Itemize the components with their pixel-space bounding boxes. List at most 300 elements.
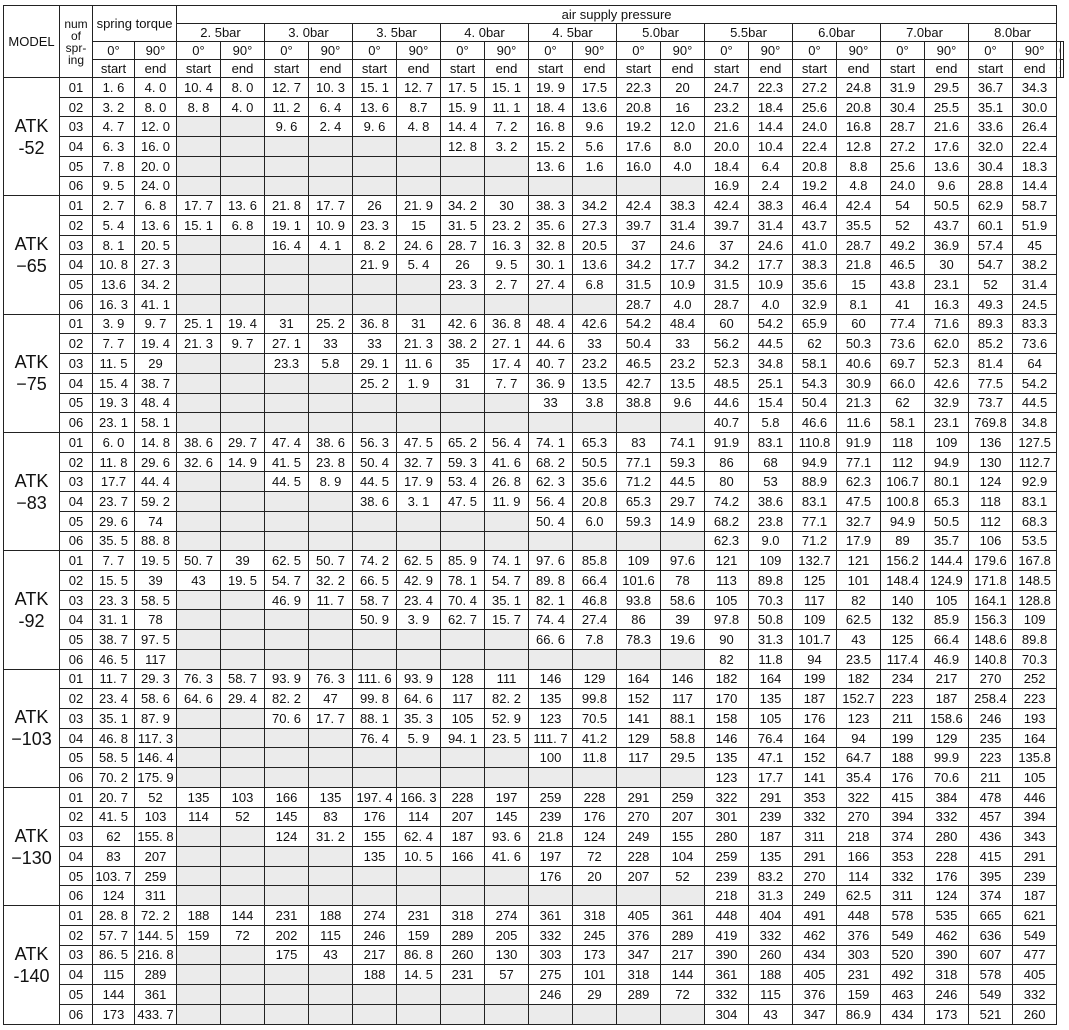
table-cell <box>177 373 221 393</box>
table-cell: 6. 8 <box>135 196 177 216</box>
table-cell: 29.5 <box>661 748 705 768</box>
table-cell: 34.8 <box>1013 413 1057 433</box>
table-cell: 114 <box>837 866 881 886</box>
table-cell: 33 <box>573 334 617 354</box>
table-cell: 260 <box>441 945 485 965</box>
table-cell: 44.6 <box>705 393 749 413</box>
table-cell: 40.7 <box>705 413 749 433</box>
table-cell: 361 <box>135 985 177 1005</box>
angle-header: 0° <box>617 42 661 60</box>
table-cell: 76.4 <box>749 728 793 748</box>
table-cell: 13. 6 <box>221 196 265 216</box>
table-cell: 176 <box>529 866 573 886</box>
table-cell <box>353 748 397 768</box>
table-cell: 109 <box>1013 610 1057 630</box>
table-cell: 158 <box>705 709 749 729</box>
table-cell: 12.8 <box>837 137 881 157</box>
table-cell <box>309 255 353 275</box>
angle-header: 0° <box>265 42 309 60</box>
table-cell: 146 <box>705 728 749 748</box>
table-cell: 30. 1 <box>529 255 573 275</box>
table-cell <box>485 748 529 768</box>
table-cell: 415 <box>881 787 925 807</box>
table-cell <box>177 472 221 492</box>
table-cell: 66.4 <box>925 630 969 650</box>
table-cell: 164 <box>749 669 793 689</box>
table-cell: 207 <box>441 807 485 827</box>
angle-header: 90° <box>837 42 881 60</box>
table-cell: 318 <box>573 906 617 926</box>
table-cell: 4. 1 <box>309 235 353 255</box>
table-cell: 62.5 <box>837 610 881 630</box>
table-cell: 32.9 <box>925 393 969 413</box>
table-cell: 14.4 <box>1013 176 1057 196</box>
table-cell: 21.8 <box>837 255 881 275</box>
spring-number: 06 <box>60 531 93 551</box>
spring-number: 04 <box>60 728 93 748</box>
table-cell: 13.6 <box>573 255 617 275</box>
table-cell: 110.8 <box>793 432 837 452</box>
table-cell: 311 <box>793 827 837 847</box>
table-cell: 374 <box>881 827 925 847</box>
table-cell: 16.0 <box>617 156 661 176</box>
table-cell: 125 <box>881 630 925 650</box>
table-cell: 62 <box>793 334 837 354</box>
table-cell: 25. 1 <box>177 314 221 334</box>
table-cell: 115 <box>309 925 353 945</box>
table-cell: 31.4 <box>749 216 793 236</box>
table-cell: 34.3 <box>1013 78 1057 98</box>
table-cell: 80.1 <box>925 472 969 492</box>
table-cell: 31. 2 <box>309 827 353 847</box>
spring-number: 01 <box>60 196 93 216</box>
table-cell: 15.4 <box>749 393 793 413</box>
table-cell: 25.1 <box>749 373 793 393</box>
table-cell: 117. 3 <box>135 728 177 748</box>
table-row <box>4 78 1064 98</box>
table-cell: 173 <box>925 1004 969 1024</box>
table-cell <box>353 768 397 788</box>
table-cell <box>485 649 529 669</box>
table-cell: 74.2 <box>705 492 749 512</box>
table-cell: 115 <box>749 985 793 1005</box>
table-cell: 36. 8 <box>485 314 529 334</box>
table-cell: 86. 8 <box>397 945 441 965</box>
table-cell <box>221 235 265 255</box>
table-cell: 10. 9 <box>309 216 353 236</box>
table-cell: 146 <box>661 669 705 689</box>
table-cell: 152 <box>793 748 837 768</box>
table-cell: 92.9 <box>1013 472 1057 492</box>
table-cell: 135 <box>309 787 353 807</box>
table-cell: 199 <box>881 728 925 748</box>
angle-header: 90° <box>925 42 969 60</box>
table-cell <box>485 176 529 196</box>
table-cell: 394 <box>881 807 925 827</box>
table-cell: 38.3 <box>661 196 705 216</box>
table-row <box>4 630 1064 650</box>
table-row <box>4 97 1064 117</box>
table-cell: 187 <box>793 689 837 709</box>
table-cell: 43 <box>749 1004 793 1024</box>
angle-header: 0° <box>881 42 925 60</box>
table-cell <box>221 866 265 886</box>
table-cell: 14.4 <box>749 117 793 137</box>
table-cell: 39 <box>661 610 705 630</box>
table-cell: 52 <box>661 866 705 886</box>
table-cell <box>265 768 309 788</box>
table-cell: 16. 8 <box>529 117 573 137</box>
table-cell: 54.2 <box>749 314 793 334</box>
position-header: start <box>617 60 661 78</box>
table-cell: 274 <box>485 906 529 926</box>
table-cell: 1. 9 <box>397 373 441 393</box>
table-cell: 32. 6 <box>177 452 221 472</box>
table-cell: 105 <box>925 590 969 610</box>
table-cell: 217 <box>925 669 969 689</box>
table-cell: 4. 7 <box>93 117 135 137</box>
table-cell <box>177 413 221 433</box>
table-cell: 105 <box>705 590 749 610</box>
table-cell: 42.4 <box>705 196 749 216</box>
table-row <box>4 137 1064 157</box>
table-cell: 9. 7 <box>135 314 177 334</box>
table-cell: 38. 6 <box>353 492 397 512</box>
table-cell <box>265 294 309 314</box>
table-cell: 223 <box>881 689 925 709</box>
table-cell: 103 <box>135 807 177 827</box>
table-cell: 419 <box>705 925 749 945</box>
table-cell <box>617 176 661 196</box>
table-cell: 77.1 <box>837 452 881 472</box>
table-cell: 16. 4 <box>265 235 309 255</box>
table-cell: 11.6 <box>837 413 881 433</box>
table-cell: 7.8 <box>573 630 617 650</box>
table-cell <box>353 649 397 669</box>
table-cell: 30.9 <box>837 373 881 393</box>
table-cell: 83.2 <box>749 866 793 886</box>
table-cell: 21. 9 <box>353 255 397 275</box>
table-cell: 4.0 <box>749 294 793 314</box>
table-cell: 74. 1 <box>485 551 529 571</box>
table-cell: 115 <box>93 965 135 985</box>
table-cell: 376 <box>617 925 661 945</box>
pressure-header: 2. 5bar <box>177 24 265 42</box>
position-header: end <box>397 60 441 78</box>
table-cell: 29. 1 <box>353 354 397 374</box>
table-header <box>4 6 1064 78</box>
table-cell: 33 <box>353 334 397 354</box>
table-cell <box>177 847 221 867</box>
table-cell: 24.0 <box>793 117 837 137</box>
pressure-header: 3. 5bar <box>353 24 441 42</box>
table-cell: 30.4 <box>969 156 1013 176</box>
table-cell: 94. 1 <box>441 728 485 748</box>
position-header: end <box>661 60 705 78</box>
table-cell: 239 <box>529 807 573 827</box>
spring-number: 03 <box>60 945 93 965</box>
table-cell: 117 <box>661 689 705 709</box>
table-cell <box>573 886 617 906</box>
table-cell <box>221 590 265 610</box>
table-cell <box>265 413 309 433</box>
table-cell: 5. 4 <box>93 216 135 236</box>
table-cell: 8. 0 <box>135 97 177 117</box>
table-cell: 361 <box>705 965 749 985</box>
table-cell: 5.8 <box>309 354 353 374</box>
table-row <box>4 689 1064 709</box>
table-cell: 3. 9 <box>397 610 441 630</box>
angle-header: 90° <box>485 42 529 60</box>
table-cell: 140.8 <box>969 649 1013 669</box>
table-cell <box>177 156 221 176</box>
table-cell: 28.7 <box>617 294 661 314</box>
table-cell: 33 <box>529 393 573 413</box>
table-cell: 109 <box>617 551 661 571</box>
table-cell <box>485 630 529 650</box>
table-cell <box>441 866 485 886</box>
table-cell: 188 <box>881 748 925 768</box>
table-cell: 114 <box>397 807 441 827</box>
table-row <box>4 945 1064 965</box>
angle-header: 90° <box>1013 42 1057 60</box>
table-row <box>4 354 1064 374</box>
table-cell: 136 <box>969 432 1013 452</box>
model-name: ATK −83 <box>4 432 60 550</box>
table-cell: 43.8 <box>881 275 925 295</box>
table-cell: 74.1 <box>661 432 705 452</box>
model-name: ATK -52 <box>4 78 60 196</box>
table-cell: 18. 4 <box>529 97 573 117</box>
table-cell <box>177 393 221 413</box>
table-cell: 5.6 <box>573 137 617 157</box>
table-cell: 376 <box>793 985 837 1005</box>
table-row <box>4 472 1064 492</box>
table-cell: 18.4 <box>705 156 749 176</box>
spring-number: 01 <box>60 551 93 571</box>
table-cell: 76. 4 <box>353 728 397 748</box>
table-cell: 12. 7 <box>265 78 309 98</box>
table-cell: 47.1 <box>749 748 793 768</box>
table-cell: 13.6 <box>925 156 969 176</box>
table-cell: 228 <box>573 787 617 807</box>
table-cell: 159 <box>837 985 881 1005</box>
table-cell: 73.6 <box>1013 334 1057 354</box>
table-cell <box>221 748 265 768</box>
table-cell <box>177 827 221 847</box>
table-cell: 26 <box>441 255 485 275</box>
table-cell <box>397 413 441 433</box>
table-cell: 72 <box>221 925 265 945</box>
table-cell: 46.4 <box>793 196 837 216</box>
table-cell: 13.5 <box>661 373 705 393</box>
table-cell: 62.3 <box>705 531 749 551</box>
table-row <box>4 551 1064 571</box>
table-cell: 32. 7 <box>397 452 441 472</box>
table-cell: 38.2 <box>1013 255 1057 275</box>
table-cell: 35 <box>441 354 485 374</box>
table-cell <box>353 393 397 413</box>
table-cell: 72. 2 <box>135 906 177 926</box>
spring-number: 04 <box>60 255 93 275</box>
table-cell: 35. 1 <box>93 709 135 729</box>
table-cell: 270 <box>793 866 837 886</box>
table-cell: 11. 8 <box>93 452 135 472</box>
table-cell: 59. 2 <box>135 492 177 512</box>
table-cell <box>221 610 265 630</box>
table-cell: 82. 1 <box>529 590 573 610</box>
table-cell: 38. 3 <box>529 196 573 216</box>
table-cell: 97. 6 <box>529 551 573 571</box>
table-cell: 32. 8 <box>529 235 573 255</box>
table-cell: 41. 5 <box>93 807 135 827</box>
table-cell: 83 <box>309 807 353 827</box>
table-cell: 405 <box>1013 965 1057 985</box>
table-cell: 58. 7 <box>353 590 397 610</box>
table-cell: 303 <box>837 945 881 965</box>
table-row <box>4 492 1064 512</box>
table-cell: 44.5 <box>1013 393 1057 413</box>
model-name: ATK −103 <box>4 669 60 787</box>
table-cell: 27. 4 <box>529 275 573 295</box>
table-cell: 148.5 <box>1013 570 1057 590</box>
table-cell <box>661 1004 705 1024</box>
table-cell <box>177 176 221 196</box>
table-cell: 156.2 <box>881 551 925 571</box>
table-cell <box>441 176 485 196</box>
table-cell: 73.7 <box>969 393 1013 413</box>
table-cell: 252 <box>1013 669 1057 689</box>
table-cell: 9. 6 <box>265 117 309 137</box>
table-cell: 23. 3 <box>441 275 485 295</box>
table-row <box>4 117 1064 137</box>
angle-header: 90° <box>749 42 793 60</box>
table-cell <box>309 886 353 906</box>
table-cell: 32.0 <box>969 137 1013 157</box>
table-cell <box>221 176 265 196</box>
table-cell: 46.6 <box>793 413 837 433</box>
table-cell: 6. 3 <box>93 137 135 157</box>
table-cell: 318 <box>925 965 969 985</box>
table-cell: 43.7 <box>925 216 969 236</box>
table-cell: 43 <box>177 570 221 590</box>
table-cell: 155 <box>661 827 705 847</box>
table-cell: 228 <box>441 787 485 807</box>
pressure-header: 5.0bar <box>617 24 705 42</box>
table-cell <box>309 1004 353 1024</box>
table-cell <box>529 886 573 906</box>
table-cell: 37 <box>617 235 661 255</box>
table-cell: 30 <box>485 196 529 216</box>
table-cell: 141 <box>617 709 661 729</box>
table-cell: 52 <box>135 787 177 807</box>
table-cell: 202 <box>265 925 309 945</box>
table-cell: 9.6 <box>925 176 969 196</box>
table-cell <box>661 768 705 788</box>
table-cell: 8. 8 <box>177 97 221 117</box>
table-cell: 390 <box>705 945 749 965</box>
table-row <box>4 886 1064 906</box>
spring-number: 05 <box>60 630 93 650</box>
table-cell: 415 <box>969 847 1013 867</box>
table-cell: 52 <box>221 807 265 827</box>
table-cell: 311 <box>135 886 177 906</box>
table-cell <box>309 847 353 867</box>
table-cell <box>309 156 353 176</box>
angle-header: 90° <box>397 42 441 60</box>
table-cell: 19.6 <box>661 630 705 650</box>
table-cell: 15 <box>837 275 881 295</box>
table-cell: 13. 6 <box>353 97 397 117</box>
table-cell: 62.0 <box>925 334 969 354</box>
spring-number: 02 <box>60 689 93 709</box>
table-cell: 13.6 <box>573 97 617 117</box>
spring-number: 01 <box>60 314 93 334</box>
table-cell: 50.5 <box>925 196 969 216</box>
table-cell: 11. 7 <box>309 590 353 610</box>
table-cell: 121 <box>837 551 881 571</box>
table-cell <box>397 630 441 650</box>
table-cell: 218 <box>705 886 749 906</box>
table-cell <box>221 413 265 433</box>
table-cell: 94 <box>793 649 837 669</box>
table-cell: 97. 5 <box>135 630 177 650</box>
table-cell: 77.1 <box>617 452 661 472</box>
table-cell: 34. 2 <box>441 196 485 216</box>
table-cell: 62. 5 <box>397 551 441 571</box>
table-row <box>4 827 1064 847</box>
table-cell: 10. 4 <box>177 78 221 98</box>
table-cell: 289 <box>661 925 705 945</box>
table-cell: 145 <box>485 807 529 827</box>
table-cell: 52.3 <box>705 354 749 374</box>
table-cell: 21.6 <box>925 117 969 137</box>
table-cell <box>397 866 441 886</box>
table-cell <box>221 945 265 965</box>
table-cell: 20 <box>573 866 617 886</box>
table-cell: 164 <box>1013 728 1057 748</box>
table-cell: 491 <box>793 906 837 926</box>
table-cell: 59.3 <box>617 511 661 531</box>
table-cell: 17.9 <box>837 531 881 551</box>
angle-header: 0° <box>353 42 397 60</box>
table-cell: 123 <box>705 768 749 788</box>
table-cell <box>221 630 265 650</box>
table-cell: 12. 0 <box>135 117 177 137</box>
table-cell: 376 <box>837 925 881 945</box>
angle-header: 0° <box>529 42 573 60</box>
table-cell: 66.0 <box>881 373 925 393</box>
model-header: MODEL <box>4 6 60 78</box>
table-cell: 146 <box>529 669 573 689</box>
spring-number: 06 <box>60 176 93 196</box>
table-cell <box>177 531 221 551</box>
table-cell: 3. 2 <box>485 137 529 157</box>
table-cell <box>617 649 661 669</box>
table-row <box>4 925 1064 945</box>
table-cell: 21. 3 <box>177 334 221 354</box>
position-header: start <box>265 60 309 78</box>
table-row <box>4 393 1064 413</box>
table-cell: 231 <box>837 965 881 985</box>
table-cell: 50.3 <box>837 334 881 354</box>
angle-header: 90° <box>573 42 617 60</box>
model-name: ATK -140 <box>4 906 60 1025</box>
table-cell: 25.6 <box>881 156 925 176</box>
table-cell <box>485 866 529 886</box>
table-cell: 148.4 <box>881 570 925 590</box>
table-cell: 332 <box>1013 985 1057 1005</box>
